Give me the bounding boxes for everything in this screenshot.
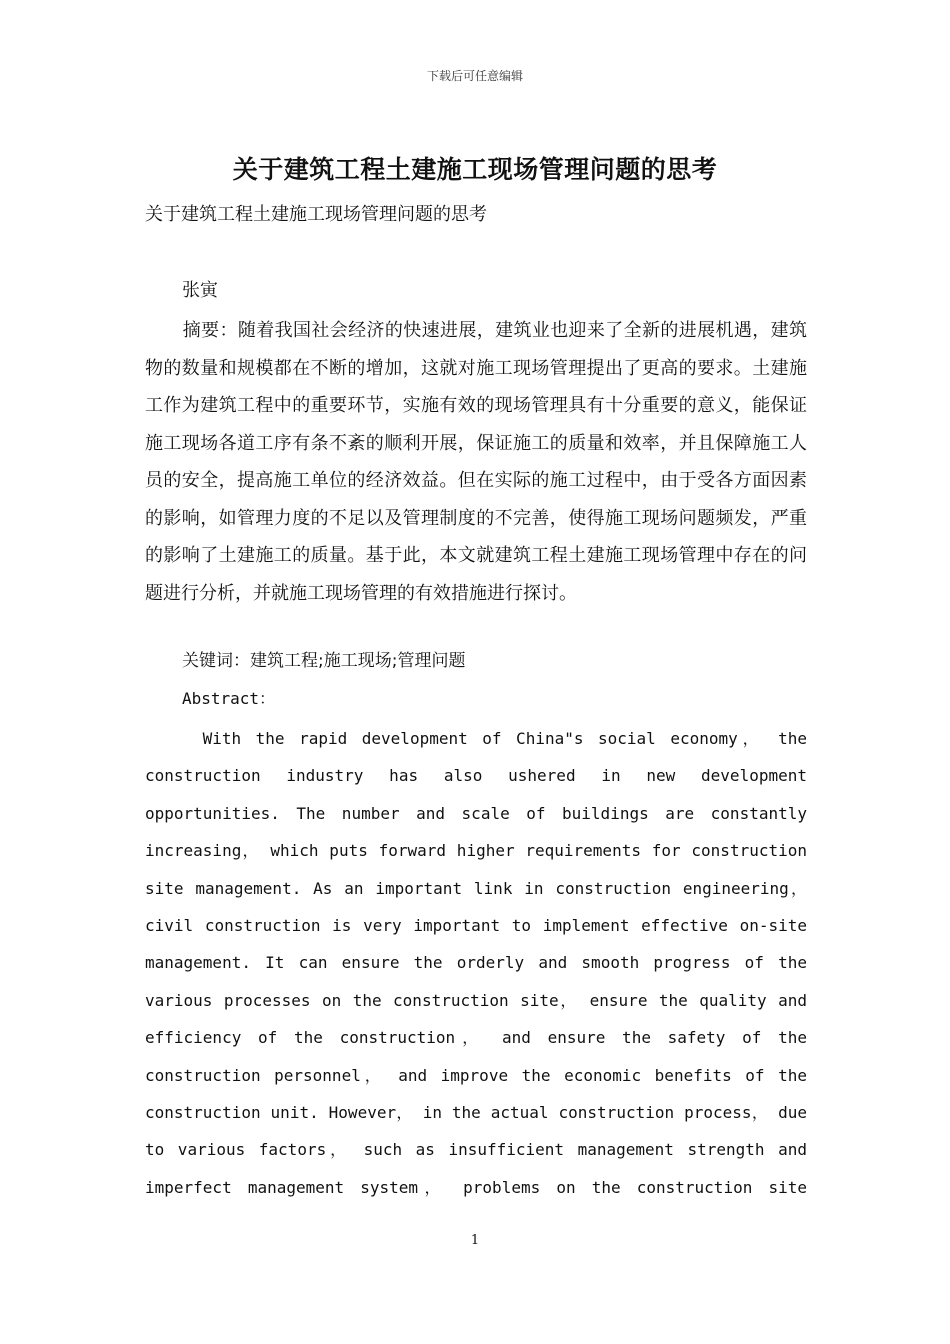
keywords-line: 关键词：建筑工程;施工现场;管理问题	[182, 651, 466, 671]
document-title: 关于建筑工程土建施工现场管理问题的思考	[232, 155, 718, 184]
page-number: 1	[470, 1233, 480, 1248]
abstract-chinese: 摘要：随着我国社会经济的快速进展，建筑业也迎来了全新的进展机遇，建筑物的数量和规模都在不断的增加，这就对施工现场管理提出了更高的要求。土建施工作为建筑工程中的重要环节，实施有效的现场管理具有十分重要的意义，能保证施工现场各道工序有条不紊的顺利开展，保证施工的质量和效率，并且保障施工人员的安全，提高施工单位的经济效益。但在实际的施工过程中，由于受各方面因素的影响，如管理力度的不足以及管理制度的不完善，使得施工现场问题频发，严重的影响了土建施工的质量。基于此，本文就建筑工程土建施工现场管理中存在的问题进行分析，并就施工现场管理的有效措施进行探讨。	[145, 320, 807, 604]
author-name: 张寅	[182, 280, 218, 301]
abstract-label: Abstract：	[182, 689, 276, 708]
abstract-english: With the rapid development of China"s social economy， the construction industry has also ushered in new development opportunities. The number and scale of buildings are constantly increasing， which puts forward higher requirements for construction site management. As an important link in construction engineering， civil construction is very important to implement effective on-site management. It can ensure the orderly and smooth progress of the various processes on the construction site， ensure the quality and efficiency of the construction， and ensure the safety of the construction personnel， and improve the economic benefits of the construction unit. However， in the actual construction process， due to various factors， such as insufficient management strength and imperfect management system， problems on the construction site	[145, 729, 808, 1197]
header-note: 下载后可任意编辑	[426, 69, 523, 83]
document-subtitle: 关于建筑工程土建施工现场管理问题的思考	[145, 204, 487, 225]
